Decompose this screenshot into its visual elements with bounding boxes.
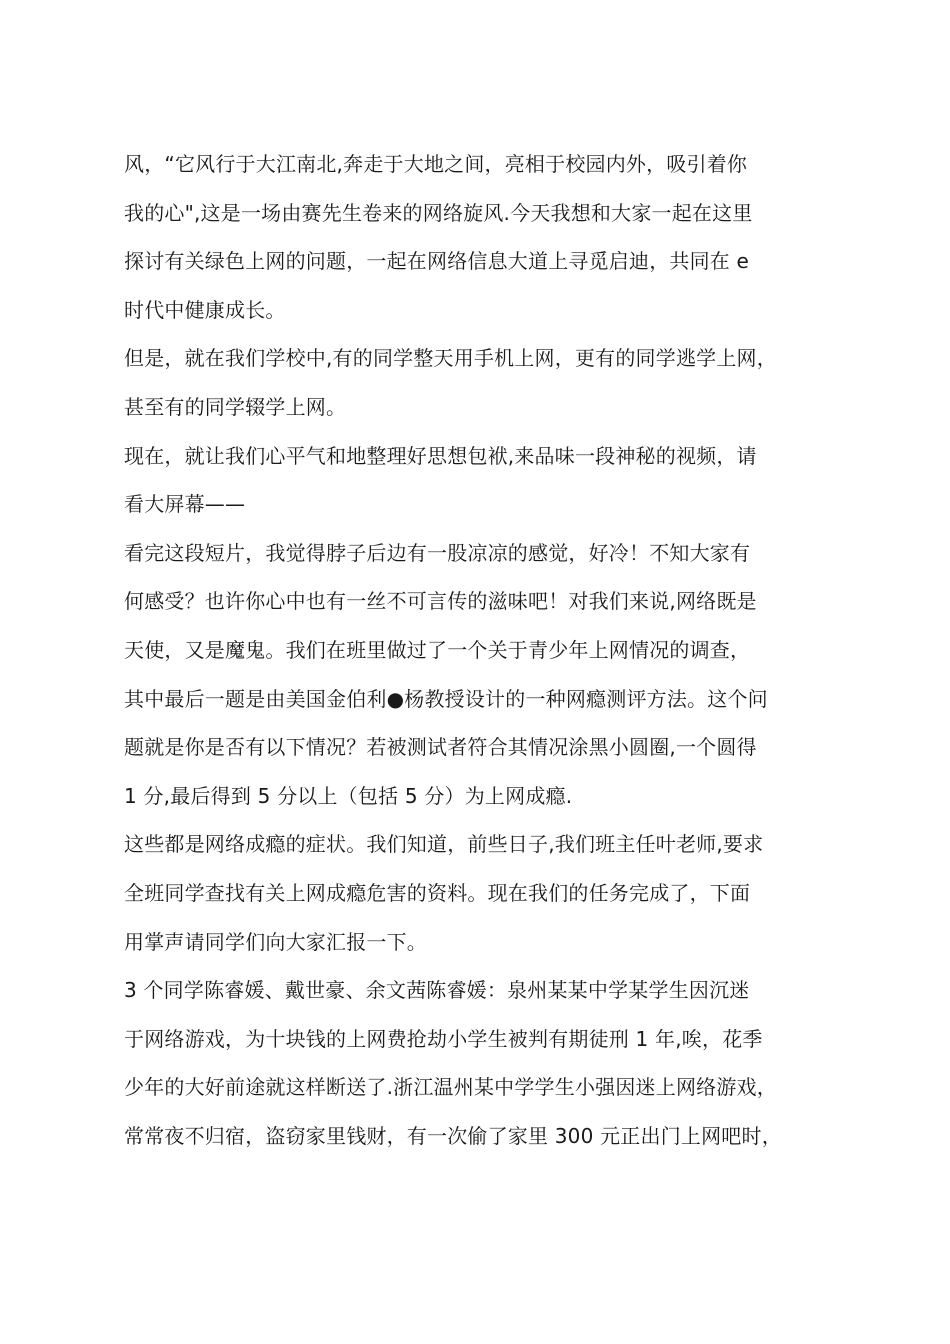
text-line-19: 于网络游戏，为十块钱的上网费抢劫小学生被判有期徒刑 1 年,唉，花季 [124, 1026, 763, 1051]
body-text [124, 140, 844, 1160]
text-line-14: 1 分,最后得到 5 分以上（包括 5 分）为上网成瘾. [124, 783, 573, 808]
text-line-6: 甚至有的同学辍学上网。 [124, 394, 347, 419]
text-line-7: 现在，就让我们心平气和地整理好思想包袱,来品味一段神秘的视频，请 [124, 443, 757, 468]
text-line-20: 少年的大好前途就这样断送了.浙江温州某中学学生小强因迷上网络游戏， [124, 1075, 777, 1100]
text-line-2: 我的心",这是一场由赛先生卷来的网络旋风.今天我想和大家一起在这里 [124, 200, 753, 225]
text-line-8: 看大屏幕—— [124, 492, 246, 517]
text-line-15: 这些都是网络成瘾的症状。我们知道，前些日子,我们班主任叶老师,要求 [124, 832, 764, 857]
text-line-13: 题就是你是否有以下情况？若被测试者符合其情况涂黑小圆圈,一个圆得 [124, 735, 757, 760]
text-line-9: 看完这段短片，我觉得脖子后边有一股凉凉的感觉，好冷！不知大家有 [124, 540, 751, 565]
text-line-21: 常常夜不归宿，盗窃家里钱财，有一次偷了家里 300 元正出门上网吧时， [124, 1123, 782, 1148]
text-line-10: 何感受？也许你心中也有一丝不可言传的滋味吧！对我们来说,网络既是 [124, 589, 757, 614]
text-line-4: 时代中健康成长。 [124, 297, 286, 322]
text-line-3: 探讨有关绿色上网的问题，一起在网络信息大道上寻觅启迪，共同在 e [124, 249, 750, 274]
text-line-1: 风，“它风行于大江南北,奔走于大地之间，亮相于校园内外，吸引着你 [124, 152, 748, 176]
text-line-18: 3 个同学陈睿媛、戴世豪、余文茜陈睿媛：泉州某某中学某学生因沉迷 [124, 978, 750, 1003]
text-line-11: 天使，又是魔鬼。我们在班里做过了一个关于青少年上网情况的调查， [124, 637, 751, 662]
text-line-16: 全班同学查找有关上网成瘾危害的资料。现在我们的任务完成了，下面 [124, 880, 751, 905]
text-line-12: 其中最后一题是由美国金伯利●杨教授设计的一种网瘾测评方法。这个问 [124, 686, 768, 711]
text-line-5: 但是，就在我们学校中,有的同学整天用手机上网，更有的同学逃学上网， [124, 346, 777, 371]
text-line-17: 用掌声请同学们向大家汇报一下。 [124, 929, 427, 954]
